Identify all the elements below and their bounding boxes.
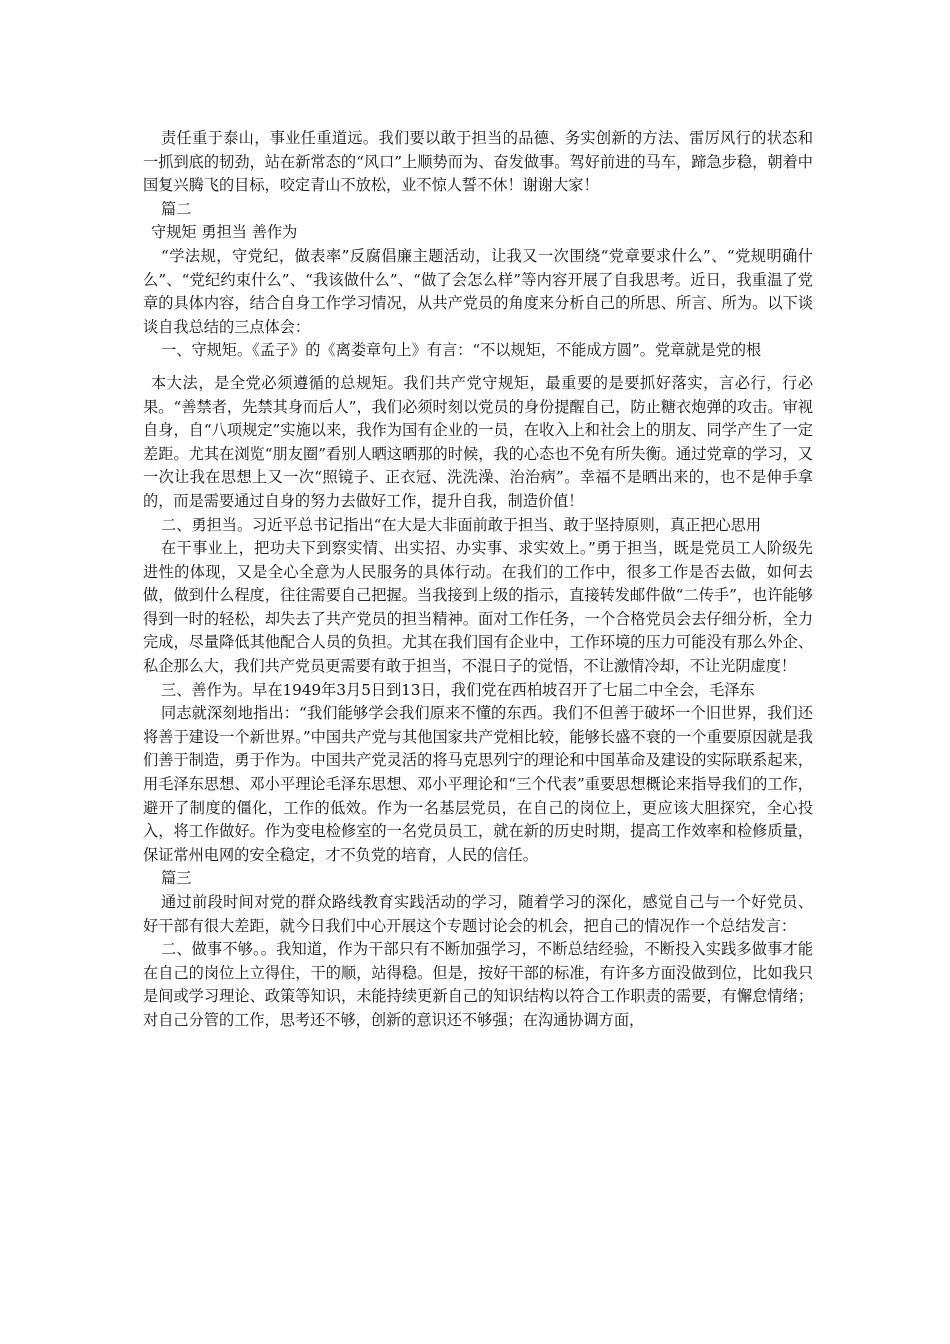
paragraph: 在干事业上，把功夫下到察实情、出实招、办实事、求实效上。”勇于担当，既是党员工人阶级先进性的体现，又是全心全意为人民服务的具体行动。在我们的工作中，很多工作是否去做，如何去做，做到什么程度，往往需要自己把握。当我接到上级的指示，直接转发邮件做“二传手”，也许能够得到一时的轻松，却失去了共产党员的担当精神。面对工作任务，一个合格党员会去仔细分析，全力完成，尽量降低其他配合人员的负担。尤其在我们国有企业中，工作环境的压力可能没有那么外企、私企那么大，我们共产党员更需要有敢于担当，不混日子的觉悟，不让激情冷却，不让光阴虚度！ — [143, 539, 813, 676]
paragraph: 二、勇担当。习近平总书记指出“在大是大非面前敢于担当、敢于坚持原则，真正把心思用 — [161, 515, 762, 534]
section-heading: 篇二 — [161, 199, 192, 218]
paragraph: 同志就深刻地指出：“我们能够学会我们原来不懂的东西。我们不但善于破坏一个旧世界，我们还将善于建设一个新世界。”中国共产党与其他国家共产党相比较，能够长盛不衰的一个重要原因就是我们善于制造，勇于作为。中国共产党灵活的将马克思列宁的理论和中国革命及建设的实际联系起来，用毛泽东思想、邓小平理论毛泽东思想、邓小平理论和“三个代表”重要思想概论来指导我们的工作，避开了制度的僵化，工作的低效。作为一名基层党员，在自己的岗位上，更应该大胆探究，全心投入，将工作做好。作为变电检修室的一名党员员工，就在新的历史时期，提高工作效率和检修质量，保证常州电网的安全稳定，才不负党的培育，人民的信任。 — [143, 704, 813, 864]
paragraph: “学法规，守党纪，做表率”反腐倡廉主题活动，让我又一次围绕“党章要求什么”、“党规明确什么”、“党纪约束什么”、“我该做什么”、“做了会怎么样”等内容开展了自我思考。近日，我重温了党章的具体内容，结合自身工作学习情况，从共产党员的角度来分析自己的所思、所言、所为。以下谈谈自我总结的三点体会： — [143, 246, 813, 336]
paragraph: 三、善作为。早在1949年3月5日到13日，我们党在西柏坡召开了七届二中全会，毛泽东 — [161, 680, 755, 699]
section-title: 守规矩 勇担当 善作为 — [151, 223, 298, 242]
paragraph: 二、做事不够。。我知道，作为干部只有不断加强学习，不断总结经验，不断投入实践多做事才能在自己的岗位上立得住，干的顺，站得稳。但是，按好干部的标准，有许多方面没做到位，比如我只是间或学习理论、政策等知识，未能持续更新自己的知识结构以符合工作职责的需要，有懈怠情绪；对自己分管的工作，思考还不够，创新的意识还不够强；在沟通协调方面， — [143, 940, 813, 1029]
paragraph: 本大法，是全党必须遵循的总规矩。我们共产党守规矩，最重要的是要抓好落实，言必行，行必果。“善禁者，先禁其身而后人”，我们必须时刻以党员的身份提醒自己，防止糖衣炮弹的攻击。审视自身，自“八项规定”实施以来，我作为国有企业的一员，在收入上和社会上的朋友、同学产生了一定差距。尤其在浏览“朋友圈”看别人晒这晒那的时候，我的心态也不免有所失衡。通过党章的学习，又一次让我在思想上又一次“照镜子、正衣冠、洗洗澡、治治病”。幸福不是晒出来的，也不是伸手拿的，而是需要通过自身的努力去做好工作，提升自我，制造价值！ — [143, 373, 813, 510]
paragraph: 一、守规矩。《孟子》的《离娄章句上》有言：“不以规矩，不能成方圆”。党章就是党的根 — [161, 341, 762, 360]
document-page — [143, 127, 813, 1033]
paragraph: 通过前段时间对党的群众路线教育实践活动的学习，随着学习的深化，感觉自己与一个好党员、好干部有很大差距，就今日我们中心开展这个专题讨论会的机会，把自己的情况作一个总结发言： — [143, 893, 813, 935]
paragraph: 责任重于泰山，事业任重道远。我们要以敢于担当的品德、务实创新的方法、雷厉风行的状态和一抓到底的韧劲，站在新常态的“风口”上顺势而为、奋发做事。驾好前进的马车，蹄急步稳，朝着中国复兴腾飞的目标，咬定青山不放松，业不惊人誓不休！谢谢大家！ — [143, 129, 813, 195]
section-heading: 篇三 — [161, 869, 192, 888]
